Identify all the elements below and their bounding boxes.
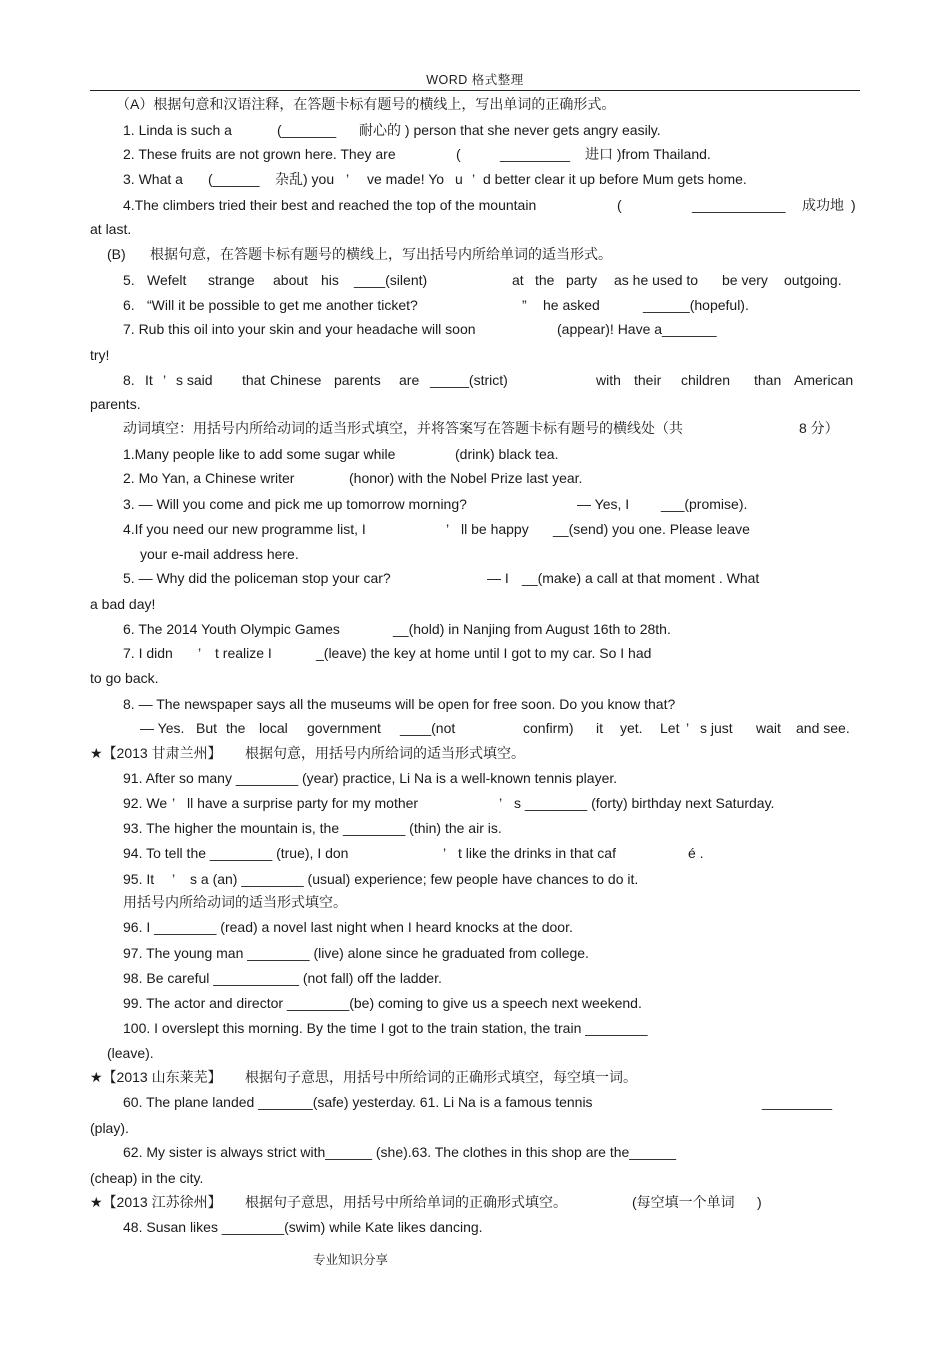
text-segment: confirm) xyxy=(523,720,574,736)
text-segment: 5. xyxy=(123,272,135,288)
line-b-q6 xyxy=(0,293,950,317)
line-q95 xyxy=(0,867,950,891)
text-segment: 杂乱) you xyxy=(275,171,335,187)
text-segment: with xyxy=(596,372,621,388)
line-q63-cont xyxy=(0,1166,950,1190)
text-segment: 94. To tell the ________ (true), I don xyxy=(123,845,349,861)
text-segment: 6. The 2014 Youth Olympic Games xyxy=(123,621,340,637)
line-shandong-instruction xyxy=(0,1065,950,1089)
text-segment: s ________ (forty) birthday next Saturday. xyxy=(514,795,775,811)
text-segment: children xyxy=(681,372,731,388)
text-segment: — Yes. xyxy=(140,720,185,736)
text-segment: yet. xyxy=(620,720,643,736)
line-q91 xyxy=(0,766,950,790)
line-verb-instruction-2 xyxy=(0,890,950,914)
line-b-q8-cont xyxy=(0,392,950,416)
text-segment: （A）根据句意和汉语注释，在答题卡标有题号的横线上，写出单词的正确形式。 xyxy=(116,96,616,112)
footer-text: 专业知识分享 xyxy=(313,1253,389,1267)
text-segment: 5. — Why did the policeman stop your car? xyxy=(123,570,391,586)
text-segment: ’ xyxy=(172,795,176,811)
text-segment: parents. xyxy=(90,396,141,412)
text-segment: Chinese xyxy=(270,372,322,388)
line-v-q1 xyxy=(0,442,950,466)
text-segment: ) xyxy=(851,197,856,213)
header-divider xyxy=(90,90,860,91)
text-segment: (honor) with the Nobel Prize last year. xyxy=(349,470,583,486)
line-a-q2 xyxy=(0,142,950,166)
line-a-q4-cont xyxy=(0,217,950,241)
text-segment: ’ xyxy=(198,645,202,661)
text-segment: __(make) a call at that moment . What xyxy=(522,570,760,586)
line-v-q6 xyxy=(0,617,950,641)
text-segment: 根据句意，用括号内所给词的适当形式填空。 xyxy=(245,745,525,761)
text-segment: strange xyxy=(208,272,255,288)
text-segment: _________ xyxy=(500,146,571,162)
text-segment: American xyxy=(794,372,854,388)
text-segment: are xyxy=(399,372,420,388)
text-segment: t like the drinks in that caf xyxy=(458,845,616,861)
text-segment: 3. — Will you come and pick me up tomorrow morning? xyxy=(123,496,467,512)
text-segment: 6. xyxy=(123,297,135,313)
text-segment: (______ xyxy=(208,171,260,187)
line-v-q4-cont xyxy=(0,542,950,566)
text-segment: But xyxy=(196,720,218,736)
text-segment: 7. Rub this oil into your skin and your headache will soon xyxy=(123,321,476,337)
text-segment: — Yes, I xyxy=(577,496,630,512)
line-q96 xyxy=(0,915,950,939)
text-segment: “Will it be possible to get me another ticket? xyxy=(147,297,418,313)
text-segment: be very xyxy=(722,272,768,288)
text-segment: 93. The higher the mountain is, the ________ (thin) the air is. xyxy=(123,820,502,836)
text-segment: ★【2013 山东莱芜】 xyxy=(90,1069,222,1085)
text-segment: the xyxy=(226,720,246,736)
text-segment: the xyxy=(535,272,555,288)
text-segment: u xyxy=(455,171,463,187)
text-segment: s a (an) ________ (usual) experience; few people have chances to do it. xyxy=(190,871,639,887)
line-v-q7-cont xyxy=(0,666,950,690)
text-segment: it xyxy=(596,720,603,736)
text-segment: parents xyxy=(334,372,381,388)
text-segment: a bad day! xyxy=(90,596,156,612)
text-segment: (appear)! Have a_______ xyxy=(557,321,717,337)
text-segment: 8. — The newspaper says all the museums will be open for free soon. Do you know that? xyxy=(123,696,676,712)
text-segment: their xyxy=(634,372,662,388)
text-segment: _(leave) the key at home until I got to my car. So I had xyxy=(316,645,652,661)
text-segment: ’ xyxy=(499,795,503,811)
text-segment: — I xyxy=(487,570,509,586)
text-segment: 成功地 xyxy=(802,197,844,213)
text-segment: ’ xyxy=(446,521,450,537)
line-q61-cont xyxy=(0,1116,950,1140)
text-segment: ★【2013 江苏徐州】 xyxy=(90,1194,222,1210)
line-jiangsu-instruction xyxy=(0,1190,950,1214)
text-segment: 根据句子意思，用括号中所给词的正确形式填空，每空填一词。 xyxy=(245,1069,637,1085)
text-segment: ve made! Yo xyxy=(367,171,445,187)
text-segment: é . xyxy=(688,845,704,861)
line-v-q5-cont xyxy=(0,592,950,616)
line-a-q1 xyxy=(0,118,950,142)
text-segment: ’ xyxy=(172,871,176,887)
text-segment: s said xyxy=(176,372,213,388)
line-a-q4 xyxy=(0,193,950,217)
line-b-q8 xyxy=(0,368,950,392)
text-segment: government xyxy=(307,720,381,736)
line-v-q7 xyxy=(0,641,950,665)
text-segment: (_______ xyxy=(277,122,337,138)
line-q92 xyxy=(0,791,950,815)
text-segment: 92. We xyxy=(123,795,168,811)
text-segment: (每空填一个单词 xyxy=(632,1194,735,1210)
text-segment: ’ xyxy=(686,720,690,736)
line-v-q2 xyxy=(0,466,950,490)
text-segment: 1.Many people like to add some sugar while xyxy=(123,446,396,462)
text-segment: _________ xyxy=(762,1094,833,1110)
line-v-q8-cont xyxy=(0,716,950,740)
text-segment: to go back. xyxy=(90,670,159,686)
line-b-q5 xyxy=(0,268,950,292)
line-v-q4 xyxy=(0,517,950,541)
text-segment: (play). xyxy=(90,1120,129,1136)
text-segment: ___(promise). xyxy=(661,496,748,512)
page-header-title: WORD 格式整理 xyxy=(426,73,524,87)
line-q48 xyxy=(0,1215,950,1239)
text-segment: ____________ xyxy=(692,197,786,213)
text-segment: ’ xyxy=(163,372,167,388)
text-segment: 97. The young man ________ (live) alone since he graduated from college. xyxy=(123,945,589,961)
text-segment: wait xyxy=(756,720,781,736)
text-segment: ’ xyxy=(443,845,447,861)
line-q98 xyxy=(0,966,950,990)
text-segment: (B) xyxy=(107,246,126,262)
line-q94 xyxy=(0,841,950,865)
text-segment: 91. After so many ________ (year) practice, Li Na is a well-known tennis player. xyxy=(123,770,618,786)
line-b-q7-cont xyxy=(0,343,950,367)
text-segment: (leave). xyxy=(107,1045,154,1061)
text-segment: ’ xyxy=(346,171,350,187)
line-q93 xyxy=(0,816,950,840)
text-segment: as he used to xyxy=(614,272,699,288)
line-b-q7 xyxy=(0,317,950,341)
text-segment: 95. It xyxy=(123,871,155,887)
text-segment: 100. I overslept this morning. By the time I got to the train station, the train ________ xyxy=(123,1020,648,1036)
line-v-q5 xyxy=(0,566,950,590)
text-segment: 7. I didn xyxy=(123,645,173,661)
text-segment: ’ xyxy=(472,171,476,187)
text-segment: 4.The climbers tried their best and reached the top of the mountain xyxy=(123,197,537,213)
text-segment: s just xyxy=(700,720,733,736)
text-segment: local xyxy=(259,720,288,736)
text-segment: ll have a surprise party for my mother xyxy=(187,795,419,811)
text-segment: d better clear it up before Mum gets home. xyxy=(483,171,747,187)
text-segment: 99. The actor and director ________(be) coming to give us a speech next weekend. xyxy=(123,995,642,1011)
text-segment: ______(hopeful). xyxy=(643,297,749,313)
text-segment: 4.If you need our new programme list, I xyxy=(123,521,366,537)
line-v-q3 xyxy=(0,492,950,516)
line-gansu-instruction xyxy=(0,741,950,765)
text-segment: at last. xyxy=(90,221,132,237)
text-segment: ( xyxy=(617,197,622,213)
text-segment: he asked xyxy=(543,297,600,313)
text-segment: ” xyxy=(522,297,527,313)
text-segment: his xyxy=(321,272,339,288)
text-segment: 根据句意，在答题卡标有题号的横线上，写出括号内所给单词的适当形式。 xyxy=(150,246,612,262)
text-segment: party xyxy=(566,272,598,288)
text-segment: and see. xyxy=(796,720,850,736)
text-segment: 动词填空：用括号内所给动词的适当形式填空，并将答案写在答题卡标有题号的横线处（共 xyxy=(123,420,683,436)
text-segment: your e-mail address here. xyxy=(140,546,299,562)
text-segment: ★【2013 甘肃兰州】 xyxy=(90,745,222,761)
line-q99 xyxy=(0,991,950,1015)
text-segment: 2. Mo Yan, a Chinese writer xyxy=(123,470,295,486)
text-segment: 60. The plane landed _______(safe) yesterday. 61. Li Na is a famous tennis xyxy=(123,1094,593,1110)
line-q60-61 xyxy=(0,1090,950,1114)
text-segment: 62. My sister is always strict with______ (she).63. The clothes in this shop are the______ xyxy=(123,1144,677,1160)
line-verb-instruction xyxy=(0,416,950,440)
text-segment: 根据句子意思，用括号中所给单词的正确形式填空。 xyxy=(245,1194,567,1210)
line-v-q8 xyxy=(0,692,950,716)
line-q97 xyxy=(0,941,950,965)
text-segment: try! xyxy=(90,347,110,363)
text-segment: t realize I xyxy=(215,645,272,661)
text-segment: 耐心的 ) person that she never gets angry easily. xyxy=(359,122,661,138)
text-segment: about xyxy=(273,272,309,288)
text-segment: ____(silent) xyxy=(354,272,428,288)
text-segment: Let xyxy=(660,720,680,736)
text-segment: __(hold) in Nanjing from August 16th to 28th. xyxy=(393,621,671,637)
text-segment: 3. What a xyxy=(123,171,183,187)
text-segment: (drink) black tea. xyxy=(455,446,559,462)
text-segment: that xyxy=(242,372,266,388)
line-a-q3 xyxy=(0,167,950,191)
line-q100 xyxy=(0,1016,950,1040)
text-segment: ____(not xyxy=(400,720,456,736)
text-segment: It xyxy=(145,372,153,388)
text-segment: 1. Linda is such a xyxy=(123,122,232,138)
text-segment: than xyxy=(754,372,782,388)
line-sec-a-instruction xyxy=(0,92,950,116)
text-segment: 进口 )from Thailand. xyxy=(585,146,711,162)
text-segment: 2. These fruits are not grown here. They are xyxy=(123,146,396,162)
text-segment: 用括号内所给动词的适当形式填空。 xyxy=(123,894,347,910)
text-segment: Wefelt xyxy=(147,272,187,288)
line-q100-cont xyxy=(0,1041,950,1065)
text-segment: (cheap) in the city. xyxy=(90,1170,204,1186)
line-q62-63 xyxy=(0,1140,950,1164)
text-segment: 8 分） xyxy=(799,420,839,436)
text-segment: 98. Be careful ___________ (not fall) off the ladder. xyxy=(123,970,442,986)
text-segment: at xyxy=(512,272,524,288)
line-sec-b-instruction xyxy=(0,242,950,266)
text-segment: ll be happy xyxy=(461,521,529,537)
text-segment: 48. Susan likes ________(swim) while Kate likes dancing. xyxy=(123,1219,483,1235)
text-segment: 8. xyxy=(123,372,135,388)
text-segment: _____(strict) xyxy=(430,372,508,388)
text-segment: outgoing. xyxy=(784,272,842,288)
text-segment: ( xyxy=(456,146,461,162)
text-segment: ) xyxy=(757,1194,762,1210)
text-segment: __(send) you one. Please leave xyxy=(553,521,750,537)
text-segment: 96. I ________ (read) a novel last night when I heard knocks at the door. xyxy=(123,919,573,935)
